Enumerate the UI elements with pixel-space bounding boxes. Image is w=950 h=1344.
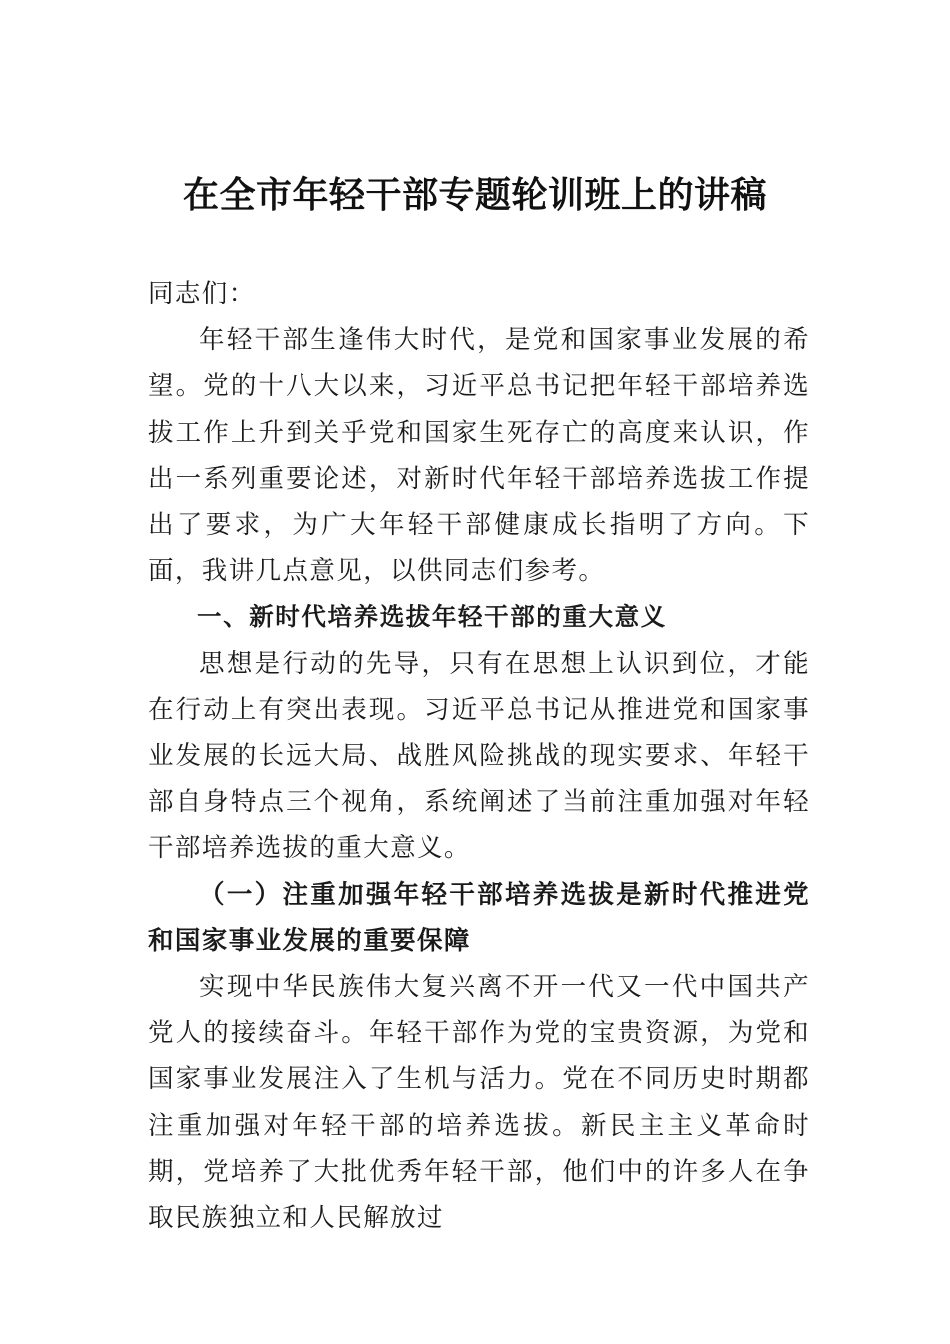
subsection-1-paragraph: 实现中华民族伟大复兴离不开一代又一代中国共产党人的接续奋斗。年轻干部作为党的宝贵资源，为党和国家事业发展注入了生机与活力。党在不同历史时期都注重加强对年轻干部的培养选拔。新民主主义革命时期，党培养了大批优秀年轻干部，他们中的许多人在争取民族独立和人民解放过 [148, 972, 810, 1234]
document-body [148, 271, 810, 1241]
subsection-heading-1: （一）注重加强年轻干部培养选拔是新时代推进党和国家事业发展的重要保障 [148, 879, 810, 956]
salutation: 同志们： [148, 279, 256, 309]
section-1-paragraph: 思想是行动的先导，只有在思想上认识到位，才能在行动上有突出表现。习近平总书记从推进党和国家事业发展的长远大局、战胜风险挑战的现实要求、年轻干部自身特点三个视角，系统阐述了当前注重加强对年轻干部培养选拔的重大意义。 [148, 648, 810, 864]
document-title: 在全市年轻干部专题轮训班上的讲稿 [182, 175, 767, 216]
section-heading-1: 一、新时代培养选拔年轻干部的重大意义 [197, 602, 667, 632]
intro-paragraph: 年轻干部生逢伟大时代，是党和国家事业发展的希望。党的十八大以来，习近平总书记把年轻干部培养选拔工作上升到关乎党和国家生死存亡的高度来认识，作出一系列重要论述，对新时代年轻干部培养选拔工作提出了要求，为广大年轻干部健康成长指明了方向。下面，我讲几点意见，以供同志们参考。 [148, 325, 810, 587]
